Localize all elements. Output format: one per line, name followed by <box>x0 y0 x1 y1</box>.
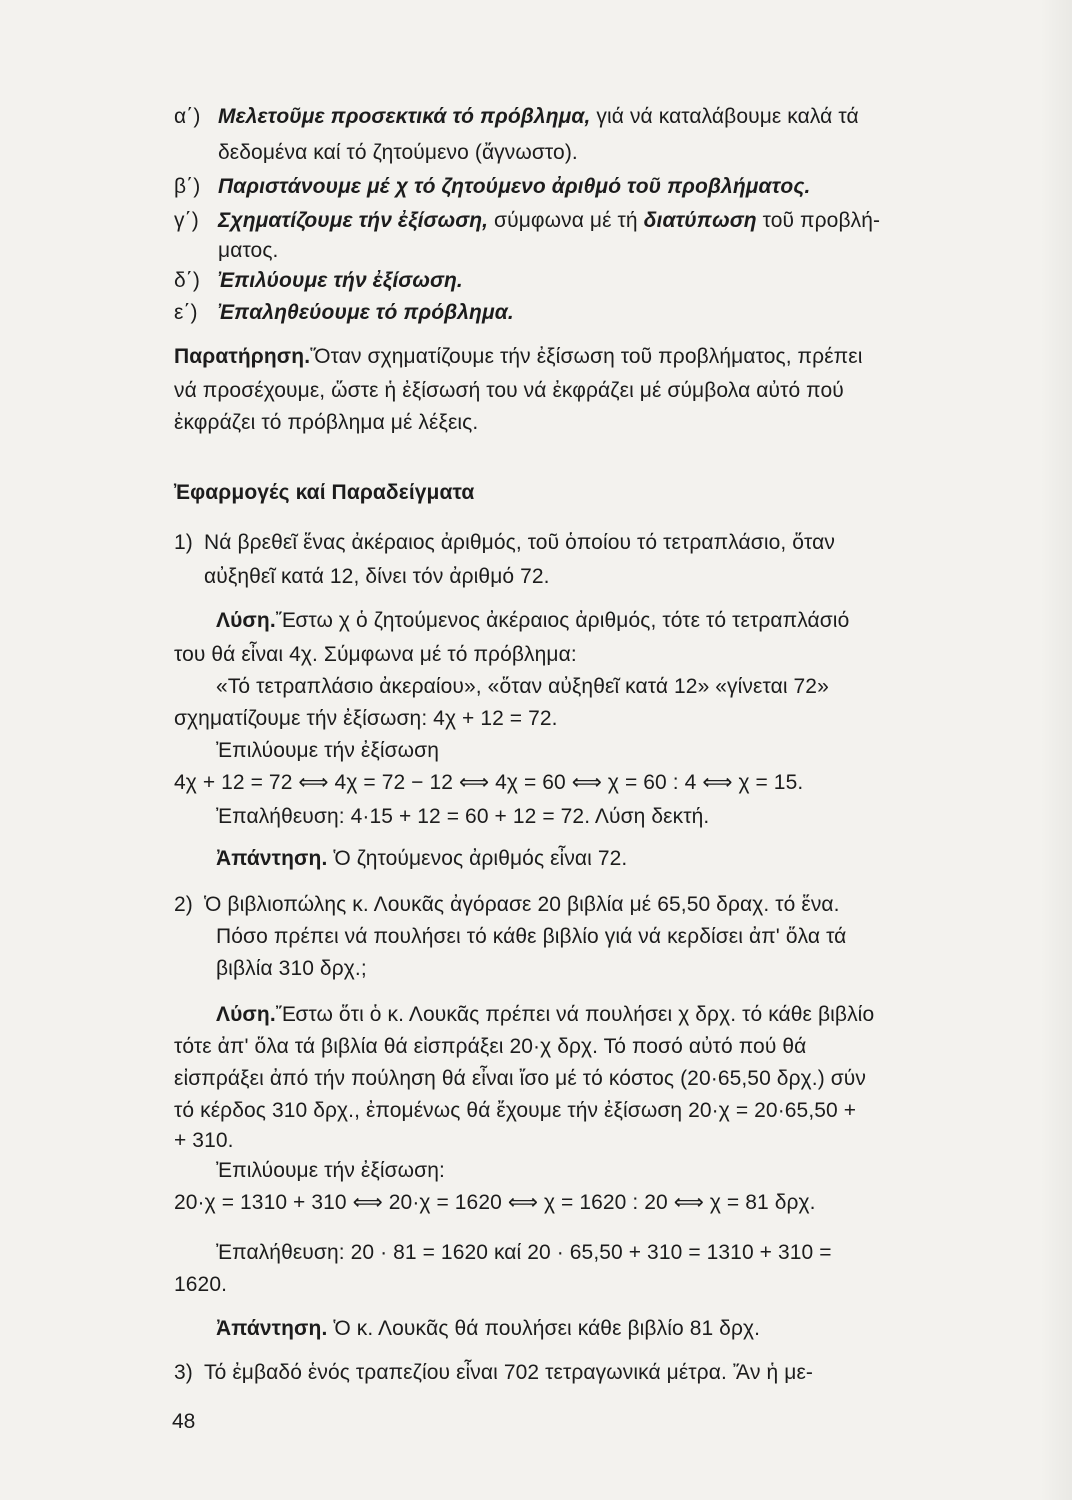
step-c <box>174 208 880 234</box>
ex2-verification: Ἐπαλήθευση: 20 · 81 = 1620 καί 20 · 65,50 + 310 = 1310 + 310 = <box>216 1241 832 1264</box>
ex3-question-1 <box>174 1360 813 1386</box>
step-d-bold: Ἐπιλύουμε τήν ἐξίσωση. <box>218 269 463 292</box>
ex1-solution-label: Λύση. <box>216 609 276 632</box>
section-title: Ἐφαρμογές καί Παραδείγματα <box>174 481 475 504</box>
remark-line-1 <box>174 344 862 370</box>
ex2-solution-5: + 310. <box>174 1129 234 1152</box>
step-b-label: β΄) <box>174 175 201 198</box>
ex2-solution-label: Λύση. <box>216 1003 276 1026</box>
page-number: 48 <box>172 1410 196 1433</box>
ex1-answer-text: Ὁ ζητούμενος ἀριθμός εἶναι 72. <box>327 847 628 870</box>
step-d <box>174 268 463 294</box>
remark-text-1: Ὅταν σχηματίζουμε τήν ἐξίσωση τοῦ προβλήματος, πρέπει <box>310 345 863 368</box>
ex1-s1: Ἔστω χ ὁ ζητούμενος ἀκέραιος ἀριθμός, τότε τό τετραπλάσιό <box>275 609 850 632</box>
ex3-number: 3) <box>174 1361 193 1384</box>
ex1-solution-2: του θά εἶναι 4χ. Σύμφωνα μέ τό πρόβλημα: <box>174 643 577 666</box>
step-c-continuation: ματος. <box>218 239 279 262</box>
step-c-rest: τοῦ προβλή- <box>756 209 881 232</box>
ex1-q1: Νά βρεθεῖ ἕνας ἀκέραιος ἀριθμός, τοῦ ὁποίου τό τετραπλάσιο, ὅταν <box>204 531 835 554</box>
page-edge-shadow <box>1040 0 1072 1500</box>
ex1-solution-5: Ἐπιλύουμε τήν ἐξίσωση <box>216 739 439 762</box>
step-a-rest: γιά νά καταλάβουμε καλά τά <box>590 105 859 128</box>
ex2-question-1 <box>174 892 840 918</box>
ex2-solution-2: τότε ἀπ' ὅλα τά βιβλία θά εἰσπράξει 20·χ δρχ. Τό ποσό αὐτό πού θά <box>174 1035 807 1058</box>
step-b-bold: Παριστάνουμε μέ χ τό ζητούμενο ἀριθμό τοῦ προβλήματος. <box>218 175 811 198</box>
ex2-solution-4: τό κέρδος 310 δρχ., ἐπομένως θά ἔχουμε τήν ἐξίσωση 20·χ = 20·65,50 + <box>174 1099 857 1122</box>
ex1-number: 1) <box>174 531 193 554</box>
ex3-q1: Τό ἐμβαδό ἑνός τραπεζίου εἶναι 702 τετραγωνικά μέτρα. Ἄν ἡ με- <box>204 1361 814 1384</box>
remark-line-2: νά προσέχουμε, ὥστε ἡ ἐξίσωσή του νά ἐκφράζει μέ σύμβολα αὐτό πού <box>174 379 844 402</box>
ex1-solution-4: σχηματίζουμε τήν ἐξίσωση: 4χ + 12 = 72. <box>174 707 558 730</box>
ex1-equation-chain: 4χ + 12 = 72 ⟺ 4χ = 72 − 12 ⟺ 4χ = 60 ⟺ χ = 60 : 4 ⟺ χ = 15. <box>174 771 804 794</box>
step-c-bold: Σχηματίζουμε τήν ἐξίσωση, <box>218 209 489 232</box>
remark-line-3: ἐκφράζει τό πρόβλημα μέ λέξεις. <box>174 411 479 434</box>
ex2-answer-text: Ὁ κ. Λουκᾶς θά πουλήσει κάθε βιβλίο 81 δρχ. <box>327 1317 761 1340</box>
ex2-number: 2) <box>174 893 193 916</box>
step-a-label: α΄) <box>174 105 201 128</box>
step-d-label: δ΄) <box>174 269 200 292</box>
step-a-bold: Μελετοῦμε προσεκτικά τό πρόβλημα, <box>218 105 591 128</box>
ex1-question-1 <box>174 530 835 556</box>
ex2-s1: Ἔστω ὅτι ὁ κ. Λουκᾶς πρέπει νά πουλήσει χ δρχ. τό κάθε βιβλίο <box>275 1003 875 1026</box>
ex2-solution-3: εἰσπράξει ἀπό τήν πούληση θά εἶναι ἴσο μέ τό κόστος (20·65,50 δρχ.) σύν <box>174 1067 866 1090</box>
step-e-bold: Ἐπαληθεύουμε τό πρόβλημα. <box>218 301 514 324</box>
step-a <box>174 104 1034 130</box>
step-e-label: ε΄) <box>174 301 198 324</box>
ex1-verification: Ἐπαλήθευση: 4·15 + 12 = 60 + 12 = 72. Λύση δεκτή. <box>216 805 710 828</box>
step-e <box>174 300 514 326</box>
ex2-question-2: Πόσο πρέπει νά πουλήσει τό κάθε βιβλίο γιά νά κερδίσει ἀπ' ὅλα τά <box>216 925 847 948</box>
remark-label: Παρατήρηση. <box>174 345 311 368</box>
ex2-answer <box>216 1316 760 1342</box>
ex2-solution-6: Ἐπιλύουμε τήν ἐξίσωση: <box>216 1159 445 1182</box>
step-c-bold2: διατύπωση <box>643 209 757 232</box>
step-c-mid: σύμφωνα μέ τή <box>488 209 644 232</box>
ex2-question-3: βιβλία 310 δρχ.; <box>216 957 367 980</box>
ex1-solution-3: «Τό τετραπλάσιο ἀκεραίου», «ὅταν αὐξηθεῖ κατά 12» «γίνεται 72» <box>216 675 829 698</box>
ex2-q1: Ὁ βιβλιοπώλης κ. Λουκᾶς ἀγόρασε 20 βιβλία μέ 65,50 δραχ. τό ἕνα. <box>204 893 840 916</box>
ex2-answer-label: Ἀπάντηση. <box>216 1317 328 1340</box>
ex1-question-2: αὐξηθεῖ κατά 12, δίνει τόν ἀριθμό 72. <box>204 565 550 588</box>
step-c-label: γ΄) <box>174 209 199 232</box>
ex2-solution-1 <box>216 1002 874 1028</box>
ex2-verification-end: 1620. <box>174 1273 228 1296</box>
ex2-equation-chain: 20·χ = 1310 + 310 ⟺ 20·χ = 1620 ⟺ χ = 1620 : 20 ⟺ χ = 81 δρχ. <box>174 1191 816 1214</box>
step-a-continuation: δεδομένα καί τό ζητούμενο (ἄγνωστο). <box>218 141 578 164</box>
ex1-answer <box>216 846 627 872</box>
step-b <box>174 174 810 200</box>
ex1-solution-1 <box>216 608 849 634</box>
ex1-answer-label: Ἀπάντηση. <box>216 847 328 870</box>
